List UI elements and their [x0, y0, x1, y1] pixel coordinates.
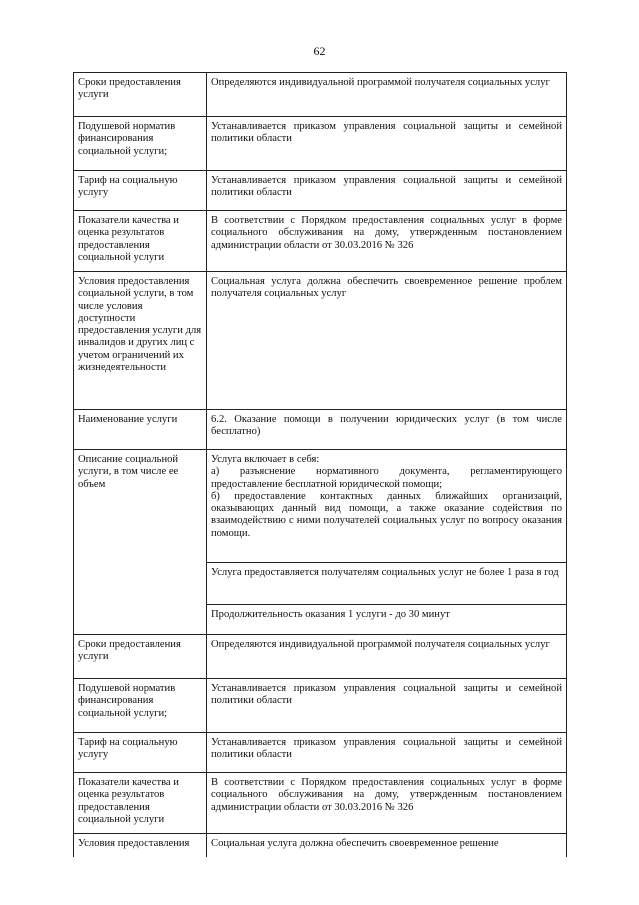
row-content: Определяются индивидуальной программой получателя социальных услуг — [207, 635, 567, 679]
table-row — [74, 679, 567, 733]
table-row — [74, 117, 567, 171]
row-label: Тариф на социальную услугу — [74, 733, 207, 773]
table-row — [74, 171, 567, 211]
table-row — [74, 773, 567, 834]
table-row — [74, 73, 567, 117]
table-row — [74, 272, 567, 410]
row-content: Устанавливается приказом управления социальной защиты и семейной политики области — [207, 679, 567, 733]
row-content: Социальная услуга должна обеспечить своевременное решение проблем получателя социальных услуг — [207, 272, 567, 410]
service-description — [207, 450, 567, 563]
description-item-a: а) разъяснение нормативного документа, регламентирующего предоставление бесплатной юридической помощи; — [211, 466, 562, 490]
row-content: Определяются индивидуальной программой получателя социальных услуг — [207, 73, 567, 117]
row-label: Подушевой норматив финансирования социальной услуги; — [74, 117, 207, 171]
row-label: Описание социальной услуги, в том числе ее объем — [74, 450, 207, 635]
row-label: Сроки предоставления услуги — [74, 73, 207, 117]
row-label: Показатели качества и оценка результатов предоставления социальной услуги — [74, 211, 207, 272]
table-row — [74, 635, 567, 679]
row-content: Устанавливается приказом управления социальной защиты и семейной политики области — [207, 117, 567, 171]
row-content: Социальная услуга должна обеспечить своевременное решение — [207, 834, 567, 858]
description-intro: Услуга включает в себя: — [211, 454, 320, 465]
row-content: Устанавливается приказом управления социальной защиты и семейной политики области — [207, 733, 567, 773]
page-number: 62 — [313, 44, 326, 58]
row-label: Наименование услуги — [74, 410, 207, 450]
service-frequency: Услуга предоставляется получателям социальных услуг не более 1 раза в год — [207, 563, 567, 605]
description-item-b: б) предоставление контактных данных ближайших организаций, оказывающих данный вид помощи, а также оказание содействия по взаимодействию с ними получателей социальных услуг по вопросу оказания помощи. — [211, 490, 562, 539]
row-content: В соответствии с Порядком предоставления социальных услуг в форме социального обслуживания на дому, утвержденным постановлением администрации области от 30.03.2016 № 326 — [207, 211, 567, 272]
table-row — [74, 733, 567, 773]
row-content: В соответствии с Порядком предоставления социальных услуг в форме социального обслуживания на дому, утвержденным постановлением администрации области от 30.03.2016 № 326 — [207, 773, 567, 834]
row-label: Условия предоставления социальной услуги, в том числе условия доступности предоставления услуги для инвалидов и других лиц с учетом ограничений их жизнедеятельности — [74, 272, 207, 410]
row-label: Тариф на социальную услугу — [74, 171, 207, 211]
table-row — [74, 211, 567, 272]
row-label: Сроки предоставления услуги — [74, 635, 207, 679]
table-row — [74, 410, 567, 450]
service-name: 6.2. Оказание помощи в получении юридических услуг (в том числе бесплатно) — [207, 410, 567, 450]
service-table — [73, 72, 567, 857]
row-label: Показатели качества и оценка результатов предоставления социальной услуги — [74, 773, 207, 834]
table-row — [74, 834, 567, 858]
row-content: Устанавливается приказом управления социальной защиты и семейной политики области — [207, 171, 567, 211]
service-duration: Продолжительность оказания 1 услуги - до 30 минут — [207, 605, 567, 635]
row-label: Условия предоставления — [74, 834, 207, 858]
row-label: Подушевой норматив финансирования социальной услуги; — [74, 679, 207, 733]
table-row — [74, 450, 567, 563]
